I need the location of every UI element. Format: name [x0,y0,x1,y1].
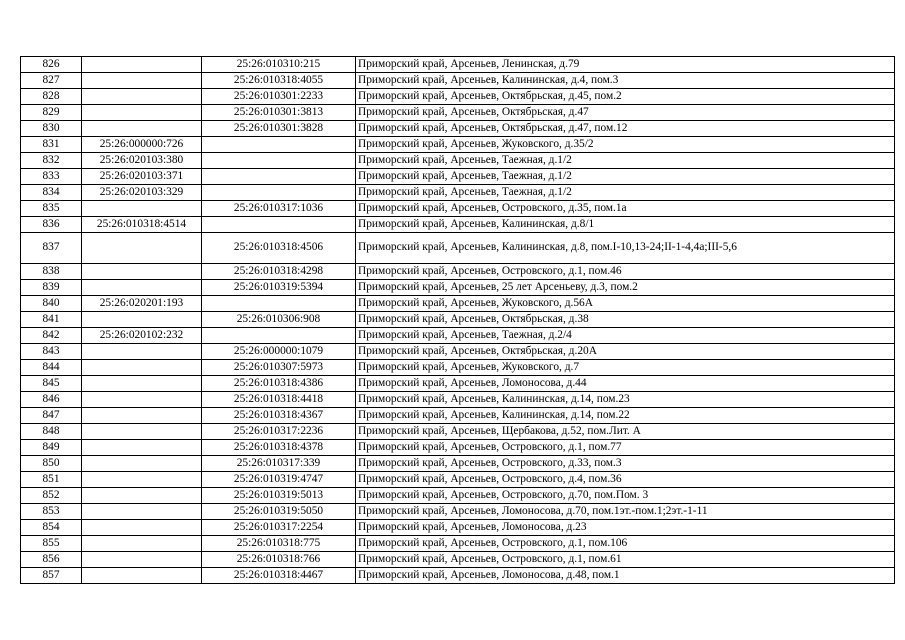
land-cadastral-number-cell [82,392,202,408]
row-number-cell: 844 [21,360,82,376]
address-cell: Приморский край, Арсеньев, Калининская, д.14, пом.23 [356,392,895,408]
cadastral-number-cell [202,137,356,153]
land-cadastral-number-cell: 25:26:020201:193 [82,296,202,312]
row-number-cell: 827 [21,73,82,89]
row-number-cell: 845 [21,376,82,392]
cadastral-number-cell: 25:26:010318:4367 [202,408,356,424]
address-cell: Приморский край, Арсеньев, Островского, д.1, пом.106 [356,536,895,552]
row-number-cell: 846 [21,392,82,408]
row-number-cell: 834 [21,185,82,201]
table-row [21,217,895,233]
row-number-cell: 848 [21,424,82,440]
cadastral-number-cell: 25:26:010317:2236 [202,424,356,440]
table-row [21,328,895,344]
table-row [21,424,895,440]
address-cell: Приморский край, Арсеньев, Таежная, д.1/2 [356,153,895,169]
land-cadastral-number-cell [82,568,202,584]
table-row [21,312,895,328]
land-cadastral-number-cell: 25:26:000000:726 [82,137,202,153]
cadastral-number-cell: 25:26:010306:908 [202,312,356,328]
cadastral-number-cell: 25:26:010319:5013 [202,488,356,504]
table-row [21,233,895,264]
cadastral-number-cell: 25:26:010318:4055 [202,73,356,89]
address-cell: Приморский край, Арсеньев, Калининская, д.4, пом.3 [356,73,895,89]
row-number-cell: 839 [21,280,82,296]
table-row [21,440,895,456]
table-row [21,201,895,217]
cadastral-number-cell: 25:26:010319:5050 [202,504,356,520]
land-cadastral-number-cell: 25:26:010318:4514 [82,217,202,233]
table-row [21,185,895,201]
address-cell: Приморский край, Арсеньев, Калининская, д.8/1 [356,217,895,233]
land-cadastral-number-cell [82,264,202,280]
table-row [21,296,895,312]
address-cell: Приморский край, Арсеньев, Островского, д.70, пом.Пом. 3 [356,488,895,504]
row-number-cell: 826 [21,57,82,73]
address-cell: Приморский край, Арсеньев, Октябрьская, д.38 [356,312,895,328]
table-row [21,153,895,169]
cadastral-number-cell [202,217,356,233]
cadastral-number-cell: 25:26:010318:4298 [202,264,356,280]
row-number-cell: 849 [21,440,82,456]
table-row [21,552,895,568]
cadastral-number-cell: 25:26:000000:1079 [202,344,356,360]
land-cadastral-number-cell [82,456,202,472]
cadastral-number-cell [202,153,356,169]
address-cell: Приморский край, Арсеньев, Островского, д.1, пом.46 [356,264,895,280]
address-cell: Приморский край, Арсеньев, Ломоносова, д.48, пом.1 [356,568,895,584]
land-cadastral-number-cell: 25:26:020102:232 [82,328,202,344]
address-cell: Приморский край, Арсеньев, Таежная, д.1/2 [356,185,895,201]
table-row [21,568,895,584]
row-number-cell: 835 [21,201,82,217]
land-cadastral-number-cell [82,536,202,552]
land-cadastral-number-cell: 25:26:020103:329 [82,185,202,201]
row-number-cell: 838 [21,264,82,280]
land-cadastral-number-cell [82,408,202,424]
cadastral-number-cell: 25:26:010318:4386 [202,376,356,392]
land-cadastral-number-cell [82,57,202,73]
row-number-cell: 836 [21,217,82,233]
table-row [21,456,895,472]
row-number-cell: 841 [21,312,82,328]
cadastral-number-cell: 25:26:010319:4747 [202,472,356,488]
cadastral-number-cell: 25:26:010317:2254 [202,520,356,536]
address-cell: Приморский край, Арсеньев, Октябрьская, д.47 [356,105,895,121]
table-row [21,408,895,424]
table-row [21,137,895,153]
address-cell: Приморский край, Арсеньев, Ломоносова, д.23 [356,520,895,536]
address-cell: Приморский край, Арсеньев, Калининская, д.14, пом.22 [356,408,895,424]
address-cell: Приморский край, Арсеньев, Щербакова, д.52, пом.Лит. А [356,424,895,440]
land-cadastral-number-cell [82,233,202,264]
cadastral-number-cell: 25:26:010310:215 [202,57,356,73]
table-row [21,73,895,89]
cadastral-number-cell: 25:26:010318:4378 [202,440,356,456]
address-cell: Приморский край, Арсеньев, Островского, д.4, пом.36 [356,472,895,488]
address-cell: Приморский край, Арсеньев, Островского, д.1, пом.77 [356,440,895,456]
cadastral-number-cell: 25:26:010301:3813 [202,105,356,121]
land-cadastral-number-cell [82,552,202,568]
address-cell: Приморский край, Арсеньев, Островского, д.1, пом.61 [356,552,895,568]
row-number-cell: 847 [21,408,82,424]
table-row [21,121,895,137]
land-cadastral-number-cell [82,280,202,296]
land-cadastral-number-cell [82,105,202,121]
table-row [21,520,895,536]
cadastral-number-cell: 25:26:010307:5973 [202,360,356,376]
table-row [21,392,895,408]
land-cadastral-number-cell [82,504,202,520]
table-row [21,280,895,296]
address-cell: Приморский край, Арсеньев, 25 лет Арсеньеву, д.3, пом.2 [356,280,895,296]
address-cell: Приморский край, Арсеньев, Октябрьская, д.20А [356,344,895,360]
address-cell: Приморский край, Арсеньев, Таежная, д.1/2 [356,169,895,185]
registry-table-body [21,57,895,584]
row-number-cell: 831 [21,137,82,153]
address-cell: Приморский край, Арсеньев, Жуковского, д.35/2 [356,137,895,153]
cadastral-number-cell: 25:26:010318:766 [202,552,356,568]
row-number-cell: 853 [21,504,82,520]
table-row [21,344,895,360]
land-cadastral-number-cell [82,344,202,360]
row-number-cell: 830 [21,121,82,137]
cadastral-number-cell: 25:26:010318:4506 [202,233,356,264]
cadastral-number-cell: 25:26:010301:2233 [202,89,356,105]
row-number-cell: 855 [21,536,82,552]
land-cadastral-number-cell [82,440,202,456]
cadastral-number-cell: 25:26:010301:3828 [202,121,356,137]
table-row [21,264,895,280]
table-row [21,376,895,392]
address-cell: Приморский край, Арсеньев, Жуковского, д.56А [356,296,895,312]
land-cadastral-number-cell [82,488,202,504]
address-cell: Приморский край, Арсеньев, Ломоносова, д.44 [356,376,895,392]
cadastral-number-cell: 25:26:010318:4418 [202,392,356,408]
land-cadastral-number-cell [82,89,202,105]
property-registry-table [20,56,895,584]
land-cadastral-number-cell: 25:26:020103:371 [82,169,202,185]
row-number-cell: 833 [21,169,82,185]
table-row [21,472,895,488]
land-cadastral-number-cell [82,472,202,488]
cadastral-number-cell [202,169,356,185]
row-number-cell: 857 [21,568,82,584]
land-cadastral-number-cell [82,360,202,376]
address-cell: Приморский край, Арсеньев, Ленинская, д.79 [356,57,895,73]
row-number-cell: 829 [21,105,82,121]
address-cell: Приморский край, Арсеньев, Калининская, д.8, пом.I-10,13-24;II-1-4,4а;III-5,6 [356,233,895,264]
table-row [21,169,895,185]
row-number-cell: 851 [21,472,82,488]
address-cell: Приморский край, Арсеньев, Ломоносова, д.70, пом.1эт.-пом.1;2эт.-1-11 [356,504,895,520]
row-number-cell: 832 [21,153,82,169]
land-cadastral-number-cell [82,201,202,217]
address-cell: Приморский край, Арсеньев, Таежная, д.2/4 [356,328,895,344]
row-number-cell: 854 [21,520,82,536]
land-cadastral-number-cell [82,121,202,137]
row-number-cell: 852 [21,488,82,504]
land-cadastral-number-cell [82,376,202,392]
table-row [21,360,895,376]
row-number-cell: 837 [21,233,82,264]
table-row [21,488,895,504]
address-cell: Приморский край, Арсеньев, Жуковского, д.7 [356,360,895,376]
table-row [21,504,895,520]
table-row [21,57,895,73]
address-cell: Приморский край, Арсеньев, Островского, д.35, пом.1а [356,201,895,217]
address-cell: Приморский край, Арсеньев, Октябрьская, д.45, пом.2 [356,89,895,105]
land-cadastral-number-cell [82,520,202,536]
cadastral-number-cell: 25:26:010317:339 [202,456,356,472]
row-number-cell: 856 [21,552,82,568]
row-number-cell: 843 [21,344,82,360]
row-number-cell: 842 [21,328,82,344]
land-cadastral-number-cell: 25:26:020103:380 [82,153,202,169]
land-cadastral-number-cell [82,312,202,328]
land-cadastral-number-cell [82,424,202,440]
cadastral-number-cell [202,185,356,201]
address-cell: Приморский край, Арсеньев, Октябрьская, д.47, пом.12 [356,121,895,137]
cadastral-number-cell: 25:26:010317:1036 [202,201,356,217]
row-number-cell: 840 [21,296,82,312]
cadastral-number-cell: 25:26:010318:775 [202,536,356,552]
table-row [21,89,895,105]
table-row [21,105,895,121]
cadastral-number-cell [202,328,356,344]
row-number-cell: 850 [21,456,82,472]
table-row [21,536,895,552]
cadastral-number-cell [202,296,356,312]
address-cell: Приморский край, Арсеньев, Островского, д.33, пом.3 [356,456,895,472]
cadastral-number-cell: 25:26:010318:4467 [202,568,356,584]
land-cadastral-number-cell [82,73,202,89]
row-number-cell: 828 [21,89,82,105]
cadastral-number-cell: 25:26:010319:5394 [202,280,356,296]
